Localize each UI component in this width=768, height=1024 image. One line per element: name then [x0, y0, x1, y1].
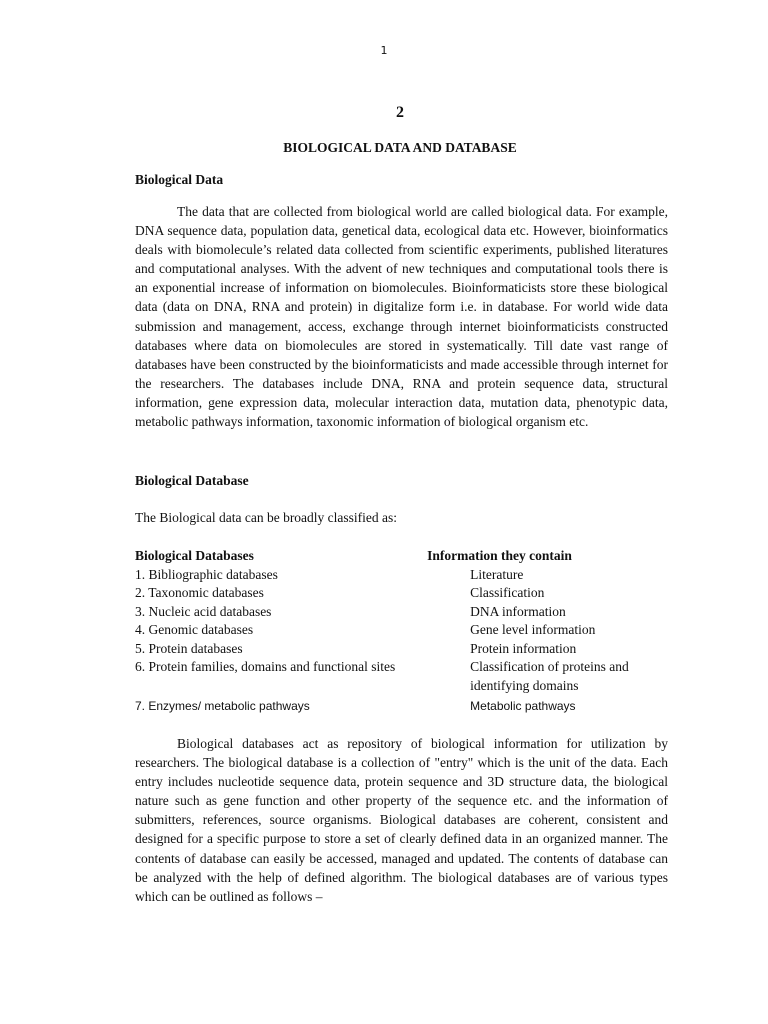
table-cell-database: 2. Taxonomic databases	[135, 585, 264, 600]
table-cell-information: Literature	[470, 566, 524, 582]
table-row	[135, 695, 668, 716]
classification-table	[135, 547, 668, 716]
table-row	[135, 621, 668, 640]
table-row	[135, 584, 668, 603]
table-cell-information: DNA information	[470, 603, 566, 619]
table-cell-information: Metabolic pathways	[470, 699, 576, 713]
chapter-title: BIOLOGICAL DATA AND DATABASE	[283, 140, 517, 155]
table-row	[135, 640, 668, 659]
table-row	[135, 566, 668, 585]
paragraph-biological-data: The data that are collected from biological world are called biological data. For example, DNA sequence data, population data, genetical data, ecological data etc. However, bioinformatics deals with biomolecule’s related data collected from scientific experiments, published literatures and computational analyses. With the advent of new techniques and computational tools there is an exponential increase of information on biomolecules. Bioinformaticists store these biological data (data on DNA, RNA and protein) in digitalize form i.e. in database. For world wide data submission and management, access, exchange through internet bioinformaticists constructed databases where data on biomolecules are stored in systematically. Till date vast range of databases have been constructed by the bioinformaticists and made accessible through internet for the researchers. The databases include DNA, RNA and protein sequence data, structural information, gene expression data, molecular interaction data, mutation data, phenotypic data, metabolic pathways information, taxonomic information of biological organism etc.	[135, 204, 668, 430]
table-cell-database: 4. Genomic databases	[135, 622, 254, 637]
table-cell-database: 6. Protein families, domains and functional sites	[135, 659, 396, 674]
table-row	[135, 658, 668, 695]
table-cell-information: Classification	[470, 585, 545, 600]
table-header-information: Information they contain	[427, 548, 572, 563]
section-heading-biological-database: Biological Database	[135, 473, 249, 488]
classification-intro: The Biological data can be broadly classified as:	[135, 510, 398, 525]
page-number: 1	[380, 44, 388, 57]
section-heading-biological-data: Biological Data	[135, 172, 224, 187]
table-cell-information: Classification of proteins and identifying domains	[470, 659, 629, 693]
table-header-databases: Biological Databases	[135, 548, 254, 563]
table-cell-database: 7. Enzymes/ metabolic pathways	[135, 699, 310, 713]
table-cell-information: Gene level information	[470, 622, 596, 637]
table-row	[135, 603, 668, 622]
table-header-row	[135, 547, 668, 566]
table-cell-database: 1. Bibliographic databases	[135, 566, 278, 582]
table-cell-database: 5. Protein databases	[135, 640, 243, 656]
chapter-number: 2	[396, 104, 404, 121]
paragraph-biological-databases: Biological databases act as repository of biological information for utilization by researchers. The biological database is a collection of "entry" which is the unit of the data. Each entry includes nucleotide sequence data, protein sequence and 3D structure data, the biological nature such as gene function and other property of the sequence etc. and the information of submitters, references, source organisms. Biological databases are coherent, consistent and designed for a specific purpose to store a set of clearly defined data in an organized manner. The contents of database can easily be accessed, managed and updated. The contents of database can be analyzed with the help of defined algorithm. The biological databases are of various types which can be outlined as follows –	[135, 736, 668, 904]
table-cell-database: 3. Nucleic acid databases	[135, 603, 272, 619]
table-cell-information: Protein information	[470, 640, 577, 656]
